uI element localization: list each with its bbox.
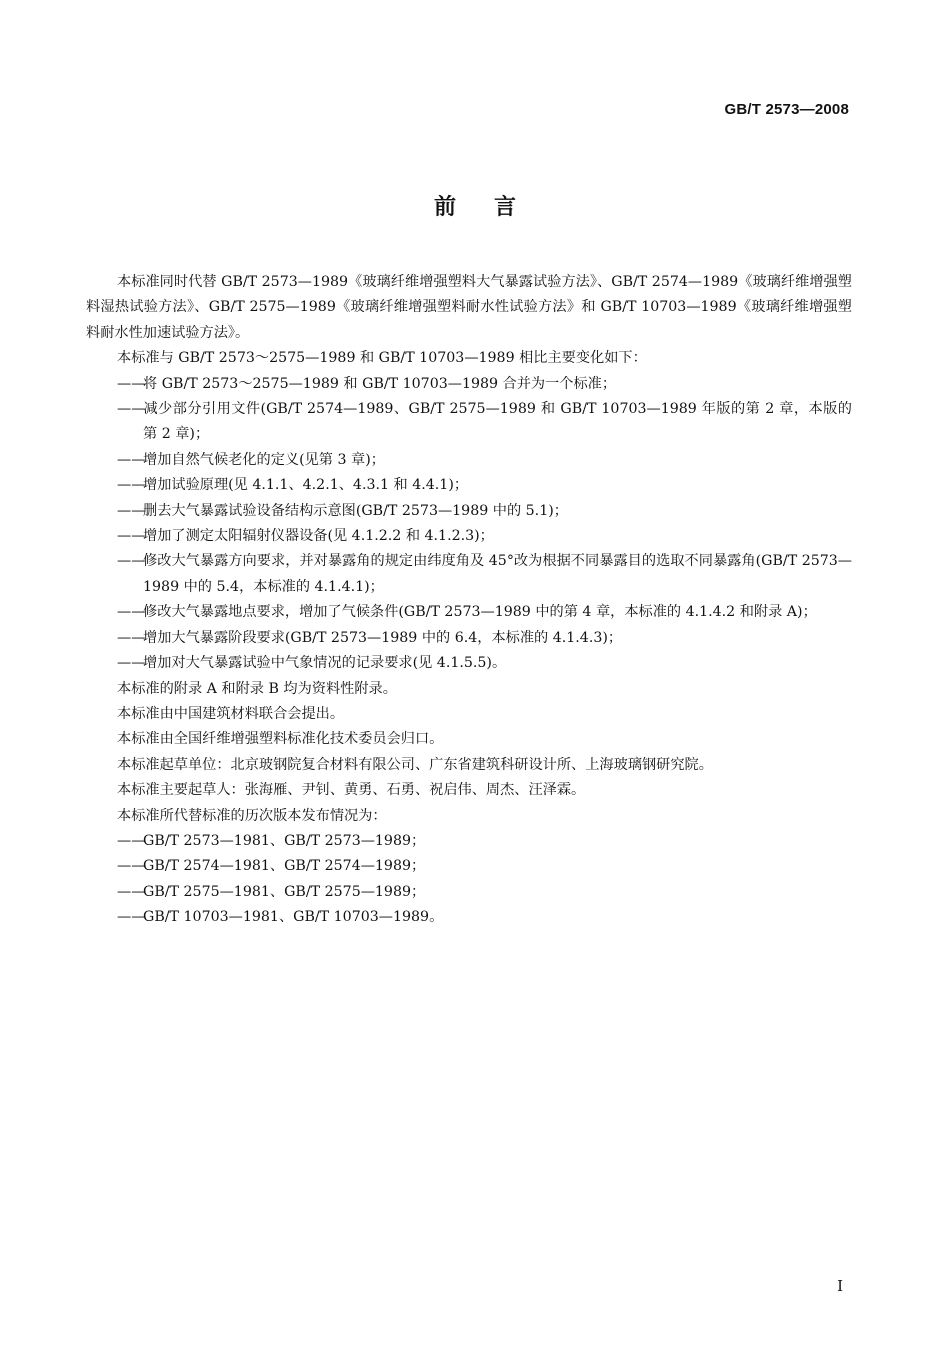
dash-mark: —— — [117, 477, 146, 494]
dash-mark: —— — [117, 553, 146, 570]
standard-number: GB/T 2573—2008 — [724, 101, 849, 118]
change-item-text: 增加了测定太阳辐射仪器设备(见 4.1.2.2 和 4.1.2.3)； — [143, 528, 494, 545]
history-item — [86, 829, 852, 854]
statement-history-intro: 本标准所代替标准的历次版本发布情况为： — [117, 807, 387, 824]
history-item-text: GB/T 2574—1981、GB/T 2574—1989； — [143, 858, 426, 875]
change-item — [86, 651, 852, 676]
change-item-text: 减少部分引用文件(GB/T 2574—1989、GB/T 2575—1989 和 GB/T 10703—1989 年版的第 2 章，本版的第 2 章)； — [143, 401, 852, 443]
dash-mark: —— — [117, 604, 146, 621]
change-item-text: 增加大气暴露阶段要求(GB/T 2573—1989 中的 6.4，本标准的 4.1.4.3)； — [143, 629, 623, 646]
paragraph-changes-intro: 本标准与 GB/T 2573～2575—1989 和 GB/T 10703—1989 相比主要变化如下： — [117, 350, 647, 367]
dash-mark: —— — [117, 629, 146, 646]
change-item — [86, 600, 852, 625]
statement-proposer: 本标准由中国建筑材料联合会提出。 — [117, 705, 345, 722]
change-item-text: 删去大气暴露试验设备结构示意图(GB/T 2573—1989 中的 5.1)； — [143, 502, 568, 519]
change-item — [86, 397, 852, 448]
change-item-text: 修改大气暴露地点要求，增加了气候条件(GB/T 2573—1989 中的第 4 章，本标准的 4.1.4.2 和附录 A)； — [143, 604, 817, 621]
statement-drafting-units: 本标准起草单位：北京玻钢院复合材料有限公司、广东省建筑科研设计所、上海玻璃钢研究院。 — [117, 756, 713, 773]
statement-drafters: 本标准主要起草人：张海雁、尹钊、黄勇、石勇、祝启伟、周杰、汪泽霖。 — [117, 782, 586, 799]
dash-mark: —— — [117, 375, 146, 392]
statement-appendix: 本标准的附录 A 和附录 B 均为资料性附录。 — [117, 680, 397, 697]
page-title: 前言 — [433, 195, 554, 220]
dash-mark: —— — [117, 858, 146, 875]
dash-mark: —— — [117, 909, 146, 926]
dash-mark: —— — [117, 451, 146, 468]
change-item-text: 将 GB/T 2573～2575—1989 和 GB/T 10703—1989 合并为一个标准； — [143, 375, 617, 392]
paragraph-replaces: 本标准同时代替 GB/T 2573—1989《玻璃纤维增强塑料大气暴露试验方法》、GB/T 2574—1989《玻璃纤维增强塑料湿热试验方法》、GB/T 2575—1989《玻璃纤维增强塑料耐水性试验方法》和 GB/T 10703—1989《玻璃纤维增强塑料耐水性加速试验方法》。 — [86, 274, 852, 341]
dash-mark: —— — [117, 502, 146, 519]
dash-mark: —— — [117, 832, 146, 849]
change-item — [86, 448, 852, 473]
change-item-text: 增加试验原理(见 4.1.1、4.2.1、4.3.1 和 4.4.1)； — [143, 477, 469, 494]
change-item — [86, 626, 852, 651]
change-item — [86, 499, 852, 524]
change-item — [86, 549, 852, 600]
history-item-text: GB/T 2575—1981、GB/T 2575—1989； — [143, 883, 426, 900]
history-item — [86, 854, 852, 879]
change-item — [86, 473, 852, 498]
history-item-text: GB/T 10703—1981、GB/T 10703—1989。 — [143, 909, 444, 926]
history-item — [86, 905, 852, 930]
change-item — [86, 372, 852, 397]
dash-mark: —— — [117, 401, 146, 418]
history-item — [86, 880, 852, 905]
dash-mark: —— — [117, 528, 146, 545]
change-item — [86, 524, 852, 549]
dash-mark: —— — [117, 655, 146, 672]
statement-committee: 本标准由全国纤维增强塑料标准化技术委员会归口。 — [117, 731, 444, 748]
preface-body — [86, 270, 852, 931]
page-number: I — [837, 1277, 843, 1295]
change-item-text: 增加对大气暴露试验中气象情况的记录要求(见 4.1.5.5)。 — [143, 655, 507, 672]
dash-mark: —— — [117, 883, 146, 900]
history-item-text: GB/T 2573—1981、GB/T 2573—1989； — [143, 832, 426, 849]
change-item-text: 修改大气暴露方向要求，并对暴露角的规定由纬度角及 45°改为根据不同暴露目的选取不同暴露角(GB/T 2573—1989 中的 5.4，本标准的 4.1.4.1)； — [143, 553, 852, 595]
change-item-text: 增加自然气候老化的定义(见第 3 章)； — [143, 451, 385, 468]
